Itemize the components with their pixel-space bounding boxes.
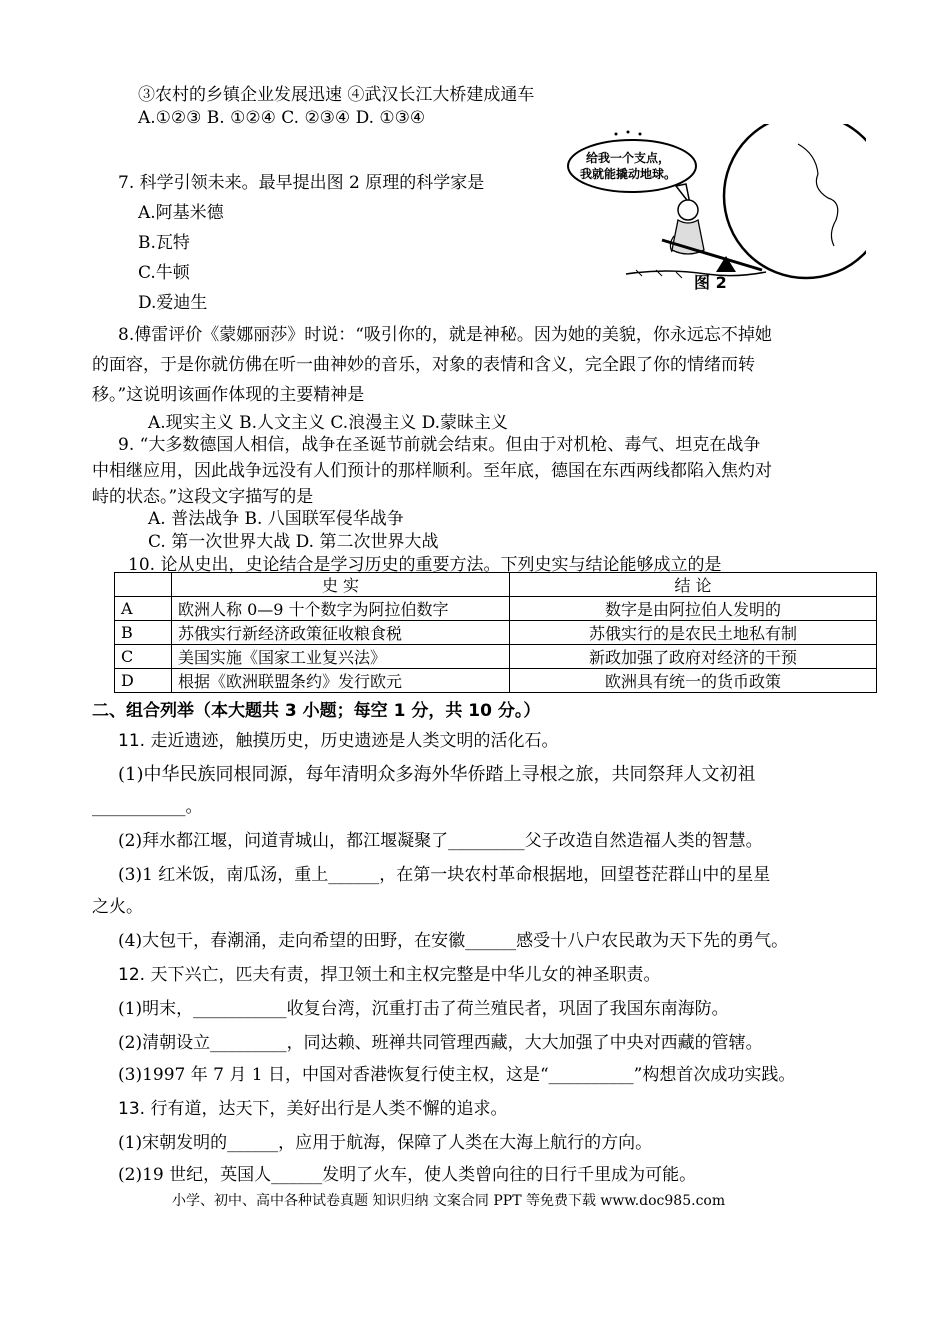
q8-line1: 8.傅雷评价《蒙娜丽莎》时说：“吸引你的，就是神秘。因为她的美貌，你永远忘不掉她 (118, 325, 772, 345)
q9-line2: 中相继应用，因此战争远没有人们预计的那样顺利。至年底，德国在东西两线都陷入焦灼对 (92, 461, 772, 481)
lever-illustration (566, 124, 866, 294)
q11-part3-line1: (3)1 红米饭，南瓜汤，重上______，在第一块农村革命根据地，回望苍茫群山中的星星 (118, 865, 771, 885)
q7-option-c: C.牛顿 (138, 263, 190, 283)
q13-part2: (2)19 世纪，英国人______发明了火车，使人类曾向往的日行千里成为可能。 (118, 1165, 697, 1185)
q7-stem: 7. 科学引领未来。最早提出图 2 原理的科学家是 (118, 173, 485, 193)
q12-stem: 12. 天下兴亡，匹夫有责，捍卫领土和主权完整是中华儿女的神圣职责。 (118, 965, 661, 985)
q6-option-line: ③农村的乡镇企业发展迅速 ④武汉长江大桥建成通车 (138, 85, 535, 105)
figure-2-caption: 图 2 (694, 273, 727, 292)
conclusion-cell: 新政加强了政府对经济的干预 (510, 645, 877, 669)
q12-part3: (3)1997 年 7 月 1 日，中国对香港恢复行使主权，这是“__________”构想首次成功实践。 (118, 1065, 796, 1085)
q9-line1: 9. “大多数德国人相信，战争在圣诞节前就会结束。但由于对机枪、毒气、坦克在战争 (118, 435, 761, 455)
q11-part1-line1: (1)中华民族同根同源，每年清明众多海外华侨踏上寻根之旅，共同祭拜人文初祖 (118, 764, 756, 785)
q10-history-table (114, 572, 877, 693)
q11-part1-line2: ___________。 (92, 797, 203, 817)
q10-stem: 10. 论从史出，史论结合是学习历史的重要方法。下列史实与结论能够成立的是 (128, 555, 722, 575)
figure-2-lever-cartoon (566, 124, 866, 294)
q9-line3: 峙的状态。”这段文字描写的是 (92, 487, 314, 507)
conclusion-cell: 数字是由阿拉伯人发明的 (510, 597, 877, 621)
table-row (115, 669, 877, 693)
speech-bubble (568, 140, 696, 192)
table-header-cell: 史 实 (172, 573, 510, 597)
table-header-cell (115, 573, 172, 597)
q11-part3-line2: 之火。 (92, 897, 143, 917)
earth-globe-icon (724, 124, 866, 278)
table-header-row (115, 573, 877, 597)
row-label: D (115, 669, 172, 693)
table-row (115, 645, 877, 669)
section-2-title: 二、组合列举（本大题共 3 小题；每空 1 分，共 10 分。） (92, 701, 541, 721)
q8-line3: 移。”这说明该画作体现的主要精神是 (92, 385, 365, 405)
q11-part2: (2)拜水都江堰，问道青城山，都江堰凝聚了_________父子改造自然造福人类的智慧。 (118, 831, 763, 851)
conclusion-cell: 欧洲具有统一的货币政策 (510, 669, 877, 693)
bubble-text-line2: 我就能撬动地球。 (580, 167, 677, 181)
fact-cell: 美国实施《国家工业复兴法》 (172, 645, 510, 669)
page-footer: 小学、初中、高中各种试卷真题 知识归纳 文案合同 PPT 等免费下载 www.doc985.com (172, 1193, 726, 1209)
table-row (115, 597, 877, 621)
fact-cell: 苏俄实行新经济政策征收粮食税 (172, 621, 510, 645)
fact-cell: 欧洲人称 0—9 十个数字为阿拉伯数字 (172, 597, 510, 621)
q7-option-d: D.爱迪生 (138, 293, 208, 313)
q7-option-a: A.阿基米德 (138, 203, 224, 223)
q11-stem: 11. 走近遗迹，触摸历史，历史遗迹是人类文明的活化石。 (118, 731, 559, 751)
conclusion-cell: 苏俄实行的是农民土地私有制 (510, 621, 877, 645)
q13-stem: 13. 行有道，达天下，美好出行是人类不懈的追求。 (118, 1099, 508, 1119)
q11-part4: (4)大包干，春潮涌，走向希望的田野，在安徽______感受十八户农民敢为天下先的勇气。 (118, 931, 789, 951)
row-label: B (115, 621, 172, 645)
q13-part1: (1)宋朝发明的______，应用于航海，保障了人类在大海上航行的方向。 (118, 1133, 653, 1153)
q9-options-row1: A. 普法战争 B. 八国联军侵华战争 (148, 509, 404, 529)
q8-line2: 的面容，于是你就仿佛在听一曲神妙的音乐，对象的表情和含义，完全跟了你的情绪而转 (92, 355, 755, 375)
row-label: C (115, 645, 172, 669)
q12-part2: (2)清朝设立_________，同达赖、班禅共同管理西藏，大大加强了中央对西藏的管辖。 (118, 1033, 763, 1053)
q12-part1: (1)明末，___________收复台湾，沉重打击了荷兰殖民者，巩固了我国东南海防。 (118, 999, 729, 1019)
table-row (115, 621, 877, 645)
q9-options-row2: C. 第一次世界大战 D. 第二次世界大战 (148, 532, 439, 552)
table-header-cell: 结 论 (510, 573, 877, 597)
q6-answer-options: A.①②③ B. ①②④ C. ②③④ D. ①③④ (138, 108, 426, 128)
archimedes-head (678, 200, 698, 220)
q7-option-b: B.瓦特 (138, 233, 190, 253)
row-label: A (115, 597, 172, 621)
q8-options: A.现实主义 B.人文主义 C.浪漫主义 D.蒙昧主义 (148, 413, 509, 433)
bubble-text-line1: 给我一个支点， (586, 151, 671, 165)
fact-cell: 根据《欧洲联盟条约》发行欧元 (172, 669, 510, 693)
